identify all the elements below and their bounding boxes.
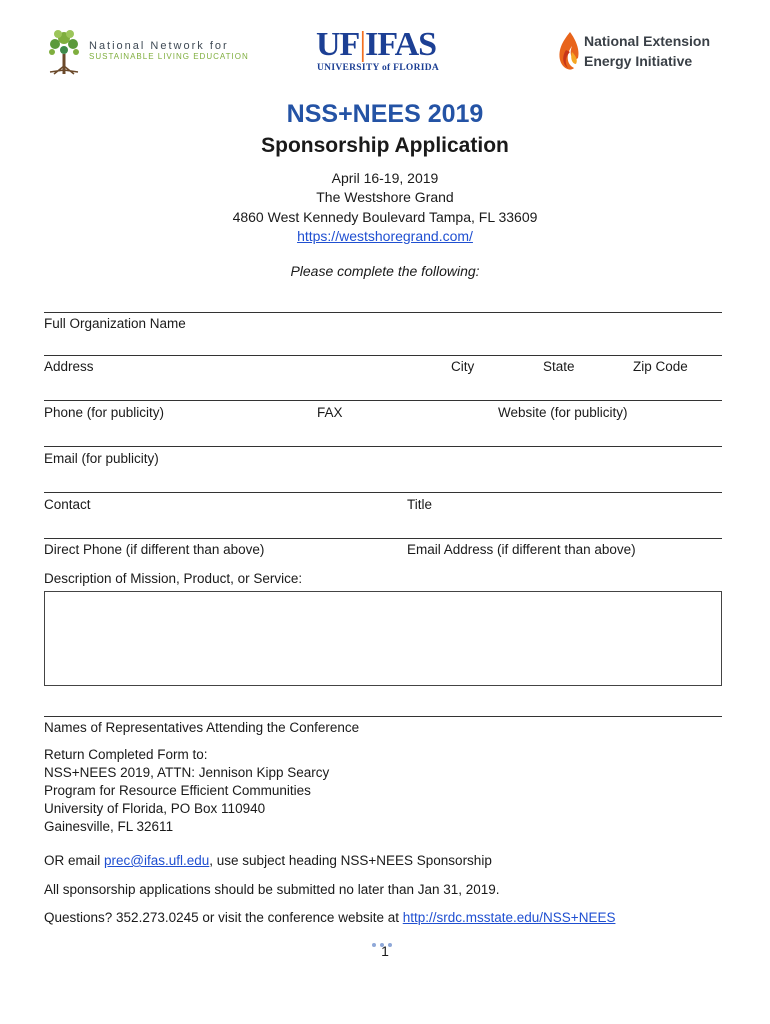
conference-website-link[interactable]: http://srdc.msstate.edu/NSS+NEES <box>402 910 616 925</box>
flame-icon <box>556 30 582 72</box>
address-line[interactable] <box>44 355 722 356</box>
event-date: April 16-19, 2019 <box>331 170 439 186</box>
state-label: State <box>543 359 575 374</box>
energy-initiative-logo <box>556 30 731 74</box>
deadline-text: All sponsorship applications should be submitted no later than Jan 31, 2019. <box>44 882 500 897</box>
alt-email-label: Email Address (if different than above) <box>407 542 636 557</box>
org-name-line[interactable] <box>44 312 722 313</box>
email-suffix: , use subject heading NSS+NEES Sponsorship <box>209 853 492 868</box>
description-label: Description of Mission, Product, or Service: <box>44 571 303 586</box>
email-label: Email (for publicity) <box>44 451 159 466</box>
fax-label: FAX <box>317 405 343 420</box>
page-subtitle: Sponsorship Application <box>261 134 509 157</box>
logo-right-line2: Energy Initiative <box>584 53 693 69</box>
return-line4: Gainesville, FL 32611 <box>44 819 174 834</box>
instruction-text: Please complete the following: <box>290 263 480 279</box>
direct-phone-line[interactable] <box>44 538 722 539</box>
phone-line[interactable] <box>44 400 722 401</box>
logo-right-line1: National Extension <box>584 33 711 49</box>
contact-email-link[interactable]: prec@ifas.ufl.edu <box>104 853 210 868</box>
address-label: Address <box>44 359 94 374</box>
uf-subtitle: UNIVERSITY of FLORIDA <box>317 63 440 73</box>
logo-left-line1: National Network for <box>89 40 229 52</box>
page-number: 1 <box>381 943 389 959</box>
logo-left-line2: SUSTAINABLE LIVING EDUCATION <box>89 52 249 61</box>
ifas-text: IFAS <box>365 26 437 63</box>
event-address: 4860 West Kennedy Boulevard Tampa, FL 33609 <box>232 209 538 225</box>
uf-bar: | <box>359 26 366 63</box>
email-line[interactable] <box>44 446 722 447</box>
uf-text: UF <box>316 26 360 63</box>
description-textarea[interactable] <box>44 591 722 686</box>
org-name-label: Full Organization Name <box>44 316 186 331</box>
page-title: NSS+NEES 2019 <box>286 100 484 128</box>
return-line3: University of Florida, PO Box 110940 <box>44 801 266 816</box>
zip-label: Zip Code <box>633 359 688 374</box>
city-label: City <box>451 359 475 374</box>
representatives-label: Names of Representatives Attending the Conference <box>44 720 360 735</box>
venue-link[interactable]: https://westshoregrand.com/ <box>297 228 473 244</box>
email-instruction <box>44 853 492 868</box>
title-label: Title <box>407 497 433 512</box>
return-heading: Return Completed Form to: <box>44 747 208 762</box>
website-label: Website (for publicity) <box>498 405 628 420</box>
contact-label: Contact <box>44 497 91 512</box>
return-line2: Program for Resource Efficient Communities <box>44 783 311 798</box>
uf-ifas-logo <box>316 28 456 76</box>
phone-label: Phone (for publicity) <box>44 405 165 420</box>
tree-icon <box>44 26 84 76</box>
ellipsis-dots-icon <box>372 934 398 942</box>
representatives-line[interactable] <box>44 716 722 717</box>
questions-prefix: Questions? 352.273.0245 or visit the conference website at <box>44 910 403 925</box>
email-prefix: OR email <box>44 853 105 868</box>
return-line1: NSS+NEES 2019, ATTN: Jennison Kipp Searcy <box>44 765 330 780</box>
sustainable-living-logo <box>44 26 249 76</box>
contact-line[interactable] <box>44 492 722 493</box>
questions-text <box>44 910 615 925</box>
event-venue: The Westshore Grand <box>316 189 454 205</box>
direct-phone-label: Direct Phone (if different than above) <box>44 542 265 557</box>
